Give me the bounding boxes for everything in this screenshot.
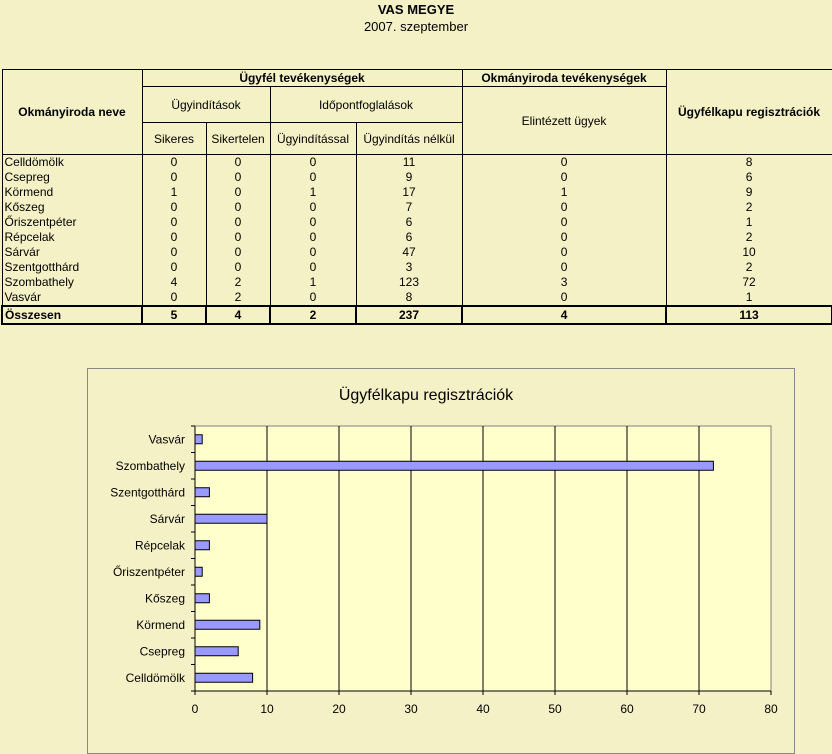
x-tick-label: 80 (764, 702, 778, 716)
bar-Répcelak (195, 541, 209, 550)
table-row (2, 170, 832, 185)
value-cell: 0 (206, 230, 270, 245)
office-name-cell: Őriszentpéter (2, 215, 142, 230)
x-tick-label: 0 (191, 702, 199, 716)
value-cell: 1 (666, 215, 832, 230)
header-client-gate-registrations: Ügyfélkapu regisztrációk (666, 70, 832, 155)
header-case-starts: Ügyindítások (142, 87, 270, 123)
value-cell: 0 (270, 290, 356, 306)
value-cell: 8 (356, 290, 462, 306)
value-cell: 0 (206, 245, 270, 260)
value-cell: 1 (270, 275, 356, 290)
office-name-cell: Csepreg (2, 170, 142, 185)
x-tick-label: 60 (620, 702, 634, 716)
value-cell: 3 (356, 260, 462, 275)
value-cell: 0 (462, 290, 666, 306)
value-cell: 10 (666, 245, 832, 260)
value-cell: 0 (462, 155, 666, 171)
value-cell: 0 (462, 200, 666, 215)
value-cell: 6 (356, 215, 462, 230)
table-row (2, 245, 832, 260)
office-name-cell: Sárvár (2, 245, 142, 260)
header-with-case-start: Ügyindítással (270, 123, 356, 155)
chart-area (87, 368, 795, 754)
bar-Szombathely (195, 461, 713, 470)
y-tick-label: Kőszeg (144, 591, 185, 606)
header-appointments: Időpontfoglalások (270, 87, 462, 123)
y-tick-label: Vasvár (148, 432, 185, 447)
value-cell: 0 (142, 260, 206, 275)
value-cell: 8 (666, 155, 832, 171)
value-cell: 0 (270, 200, 356, 215)
header-successful: Sikeres (142, 123, 206, 155)
office-name-cell: Kőszeg (2, 200, 142, 215)
value-cell: 2 (206, 275, 270, 290)
office-name-cell: Körmend (2, 185, 142, 200)
value-cell: 0 (462, 245, 666, 260)
total-label: Összesen (2, 306, 142, 324)
y-tick-label: Szombathely (115, 458, 185, 473)
bar-Csepreg (195, 647, 238, 656)
office-name-cell: Szentgotthárd (2, 260, 142, 275)
value-cell: 0 (462, 230, 666, 245)
y-tick-label: Körmend (136, 617, 185, 632)
total-cell: 237 (356, 306, 462, 324)
total-cell: 2 (270, 306, 356, 324)
value-cell: 0 (462, 170, 666, 185)
value-cell: 4 (142, 275, 206, 290)
statistics-table (1, 69, 832, 325)
value-cell: 0 (206, 155, 270, 171)
value-cell: 2 (666, 200, 832, 215)
value-cell: 0 (206, 200, 270, 215)
header-unsuccessful: Sikertelen (206, 123, 270, 155)
x-tick-label: 20 (332, 702, 346, 716)
value-cell: 2 (666, 260, 832, 275)
value-cell: 2 (206, 290, 270, 306)
y-tick-label: Celldömölk (125, 670, 185, 685)
value-cell: 17 (356, 185, 462, 200)
bar-Kőszeg (195, 594, 209, 603)
x-tick-label: 10 (260, 702, 274, 716)
value-cell: 0 (142, 245, 206, 260)
y-tick-label: Répcelak (134, 538, 185, 553)
value-cell: 7 (356, 200, 462, 215)
value-cell: 0 (270, 245, 356, 260)
value-cell: 0 (142, 230, 206, 245)
value-cell: 0 (270, 155, 356, 171)
value-cell: 1 (666, 290, 832, 306)
chart-title: Ügyfélkapu regisztrációk (338, 387, 514, 404)
table-row (2, 215, 832, 230)
value-cell: 1 (142, 185, 206, 200)
office-name-cell: Celldömölk (2, 155, 142, 171)
value-cell: 0 (270, 215, 356, 230)
table-row (2, 275, 832, 290)
bar-chart (88, 369, 794, 753)
value-cell: 123 (356, 275, 462, 290)
value-cell: 0 (142, 200, 206, 215)
header-client-activities: Ügyfél tevékenységek (142, 70, 462, 87)
value-cell: 0 (206, 170, 270, 185)
report-subtitle: 2007. szeptember (363, 19, 469, 34)
value-cell: 0 (270, 230, 356, 245)
value-cell: 6 (666, 170, 832, 185)
table-row (2, 200, 832, 215)
x-tick-label: 40 (476, 702, 490, 716)
table-row (2, 155, 832, 171)
bar-Sárvár (195, 514, 267, 523)
value-cell: 1 (270, 185, 356, 200)
value-cell: 9 (356, 170, 462, 185)
office-name-cell: Szombathely (2, 275, 142, 290)
value-cell: 1 (462, 185, 666, 200)
office-name-cell: Répcelak (2, 230, 142, 245)
table-row (2, 185, 832, 200)
total-cell: 4 (462, 306, 666, 324)
value-cell: 0 (206, 215, 270, 230)
table-row (2, 260, 832, 275)
header-completed-cases: Elintézett ügyek (462, 87, 666, 155)
y-tick-label: Őriszentpéter (112, 564, 185, 579)
value-cell: 0 (142, 170, 206, 185)
bar-Körmend (195, 620, 260, 629)
header-office-name: Okmányiroda neve (2, 70, 142, 155)
value-cell: 0 (462, 260, 666, 275)
value-cell: 0 (142, 215, 206, 230)
y-tick-label: Csepreg (139, 644, 185, 659)
value-cell: 47 (356, 245, 462, 260)
office-name-cell: Vasvár (2, 290, 142, 306)
y-tick-label: Sárvár (149, 511, 185, 526)
y-tick-label: Szentgotthárd (110, 485, 185, 500)
value-cell: 0 (206, 260, 270, 275)
x-tick-label: 30 (404, 702, 418, 716)
value-cell: 6 (356, 230, 462, 245)
value-cell: 0 (206, 185, 270, 200)
value-cell: 3 (462, 275, 666, 290)
header-without-case-start: Ügyindítás nélkül (356, 123, 462, 155)
table-row (2, 230, 832, 245)
value-cell: 0 (142, 290, 206, 306)
bar-Szentgotthárd (195, 488, 209, 497)
bar-Celldömölk (195, 673, 253, 682)
x-tick-label: 50 (548, 702, 562, 716)
total-cell: 113 (666, 306, 832, 324)
total-cell: 4 (206, 306, 270, 324)
value-cell: 0 (270, 170, 356, 185)
value-cell: 2 (666, 230, 832, 245)
value-cell: 0 (142, 155, 206, 171)
value-cell: 9 (666, 185, 832, 200)
bar-Vasvár (195, 435, 202, 444)
bar-Őriszentpéter (195, 567, 202, 576)
x-tick-label: 70 (692, 702, 706, 716)
value-cell: 0 (270, 260, 356, 275)
header-office-activities: Okmányiroda tevékenységek (462, 70, 666, 87)
value-cell: 72 (666, 275, 832, 290)
value-cell: 0 (462, 215, 666, 230)
report-title: VAS MEGYE (377, 2, 455, 17)
table-row (2, 290, 832, 306)
total-cell: 5 (142, 306, 206, 324)
value-cell: 11 (356, 155, 462, 171)
